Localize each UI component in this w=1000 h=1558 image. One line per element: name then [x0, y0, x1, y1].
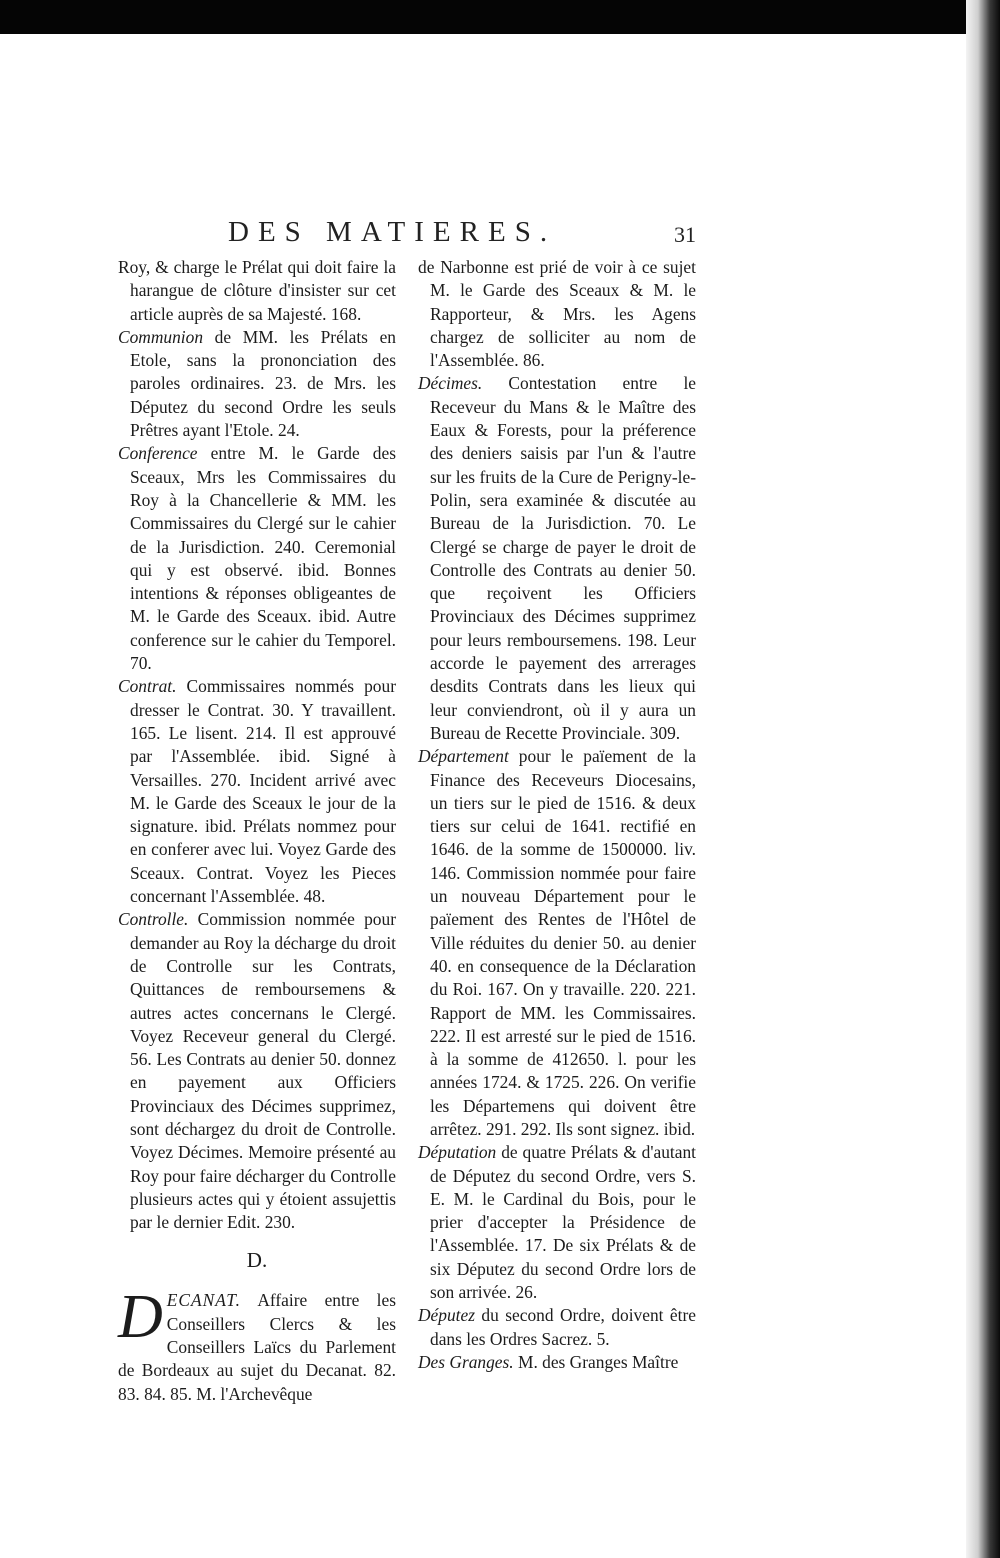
index-entry: Roy, & charge le Prélat qui doit faire la harangue de clôture d'insister sur cet article auprès de sa Majesté. 168. — [118, 257, 396, 324]
left-column — [118, 256, 396, 1406]
two-column-body — [118, 256, 696, 1406]
index-page — [118, 212, 696, 1406]
scan-top-border — [0, 0, 1000, 34]
index-entry: de Narbonne est prié de voir à ce sujet M. le Garde des Sceaux & M. le Rapporteur, & Mrs. les Agens chargez de solliciter au nom de l'Assemblée. 86. — [418, 257, 696, 371]
index-entry: Contrat. Commissaires nommés pour dresser le Contrat. 30. Y travaillent. 165. Le lisent. 214. Il est approuvé par l'Assemblée. ibid. Signé à Versailles. 270. Incident arrivé avec M. le Garde des Sceaux le jour de la signature. ibid. Prélats nommez pour en conferer avec lui. Voyez Garde des Sceaux. Contrat. Voyez les Pieces concernant l'Assemblée. 48. — [118, 676, 396, 907]
index-entry: Controlle. Commission nommée pour demander au Roy la décharge du droit de Controlle sur les Contrats, Quittances de remboursemens & autres actes concernans le Clergé. Voyez Receveur general du Clergé. 56. Les Contrats au denier 50. donnez en payement aux Officiers Provinciaux des Décimes supprimez, sont déchargez du droit de Controlle. Voyez Décimes. Memoire présenté au Roy pour faire décharger du Controlle plusieurs actes qui y étoient assujettis par le dernier Edit. 230. — [118, 909, 396, 1233]
index-entry: Département pour le païement de la Finance des Receveurs Diocesains, un tiers sur le pied de 1516. & deux tiers sur celui de 1641. rectifié en 1646. de la somme de 1500000. liv. 146. Commission nommée pour faire un nouveau Département pour le païement des Rentes de l'Hôtel de Ville réduites du denier 50. au denier 40. en consequence de la Déclaration du Roi. 167. On y travaille. 220. 221. Rapport de MM. les Commissaires. 222. Il est arresté sur le pied de 1516. à la somme de 412650. l. pour les années 1724. & 1725. 226. On verifie les Départemens qui doivent être arrêtez. 291. 292. Ils sont signez. ibid. — [418, 746, 696, 1139]
scan-right-edge — [966, 0, 1000, 1558]
index-entry-dropcap: DECANAT. Affaire entre les Conseillers Clercs & les Conseillers Laïcs du Parlement de Bordeaux au sujet du Decanat. 82. 83. 84. 85. M. l'Archevêque — [118, 1283, 396, 1404]
drop-cap: D — [118, 1283, 163, 1352]
page-title: DES MATIERES. — [228, 216, 557, 248]
index-entry: Députez du second Ordre, doivent être dans les Ordres Sacrez. 5. — [418, 1305, 696, 1349]
index-entry: Députation de quatre Prélats & d'autant de Députez du second Ordre, vers S. E. M. le Cardinal du Bois, pour le prier d'accepter la Présidence de l'Assemblée. 17. De six Prélats & de six Députez du second Ordre lors de son arrivée. 26. — [418, 1142, 696, 1303]
index-entry: Décimes. Contestation entre le Receveur du Mans & le Maître des Eaux & Forests, pour la préference des deniers saisis par l'un & l'autre sur les fruits de la Cure de Perigny-le-Polin, sera examinée & discutée au Bureau de la Jurisdiction. 70. Le Clergé se charge de payer le droit de Controlle des Contrats au denier 50. que reçoivent les Officiers Provinciaux des Décimes supprimez pour leurs remboursemens. 198. Leur accorde le payement des arrerages desdits Contrats dans les lieux qui leur conviendront, où il y aura un Bureau de Recette Provinciale. 309. — [418, 373, 696, 743]
section-letter: D. — [246, 1248, 268, 1273]
right-column — [418, 256, 696, 1406]
index-entry: Conference entre M. le Garde des Sceaux, Mrs les Commissaires du Roy à la Chancellerie & MM. les Commissaires du Clergé sur le cahier de la Jurisdiction. 240. Ceremonial qui y est observé. ibid. Bonnes intentions & réponses obligeantes de M. le Garde des Sceaux. ibid. Autre conference sur le cahier du Temporel. 70. — [118, 443, 396, 674]
running-head — [118, 212, 696, 256]
index-entry: Communion de MM. les Prélats en Etole, sans la prononciation des paroles ordinaires. 23. de Mrs. les Députez du second Ordre les seuls Prêtres ayant l'Etole. 24. — [118, 326, 396, 441]
page-number: 31 — [674, 222, 696, 247]
index-entry: Des Granges. M. des Granges Maître — [418, 1351, 679, 1372]
